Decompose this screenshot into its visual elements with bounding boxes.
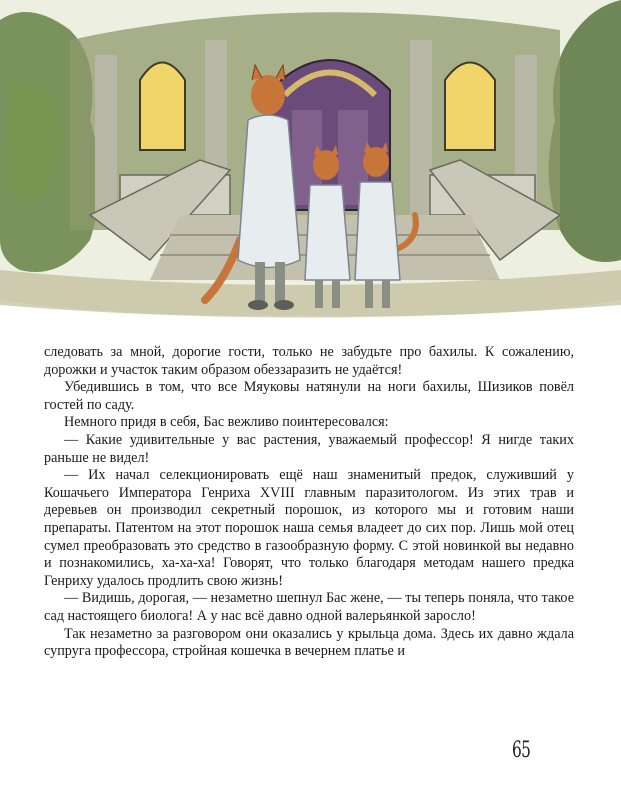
- paragraph-7: Так незаметно за разговором они оказались у крыльца дома. Здесь их давно ждала супруга профессора, стройная кошечка в вечернем платье и: [44, 625, 574, 660]
- page-number: 65: [512, 738, 531, 763]
- illustration-drawing: [0, 0, 621, 330]
- paragraph-5: — Их начал селекционировать ещё наш знаменитый предок, служивший у Кошачьего Императора Генриха XVIII главным паразитологом. Из этих трав и деревьев он производил секретный порошок, из которого мы и готовим наши препараты. Патентом на этот порошок наша семья владеет до сих пор. Лишь мой отец сумел преобразовать это средство в газообразную форму. С этой новинкой вы недавно и познакомились, ха-ха-ха! Говорят, что только благодаря методам нашего предка Генриху удалось продлить свою жизнь!: [44, 467, 574, 589]
- paragraph-4: — Какие удивительные у вас растения, уважаемый профессор! Я нигде таких раньше не видел!: [44, 431, 574, 466]
- paragraph-6: — Видишь, дорогая, — незаметно шепнул Бас жене, — ты теперь поняла, что такое сад настоящего биолога! А у нас всё давно одной валерьянкой заросло!: [44, 590, 574, 624]
- paragraph-2: Убедившись в том, что все Мяуковы натянули на ноги бахилы, Шизиков повёл гостей по саду.: [44, 379, 574, 413]
- paragraph-1: следовать за мной, дорогие гости, только не забудьте про бахилы. К сожалению, дорожки и участок таким образом обеззаразить не удаётся!: [44, 344, 574, 378]
- illustration-cats-on-steps: [0, 0, 621, 330]
- paragraph-3: Немного придя в себя, Бас вежливо поинтересовался:: [64, 414, 389, 431]
- body-text: [44, 344, 574, 661]
